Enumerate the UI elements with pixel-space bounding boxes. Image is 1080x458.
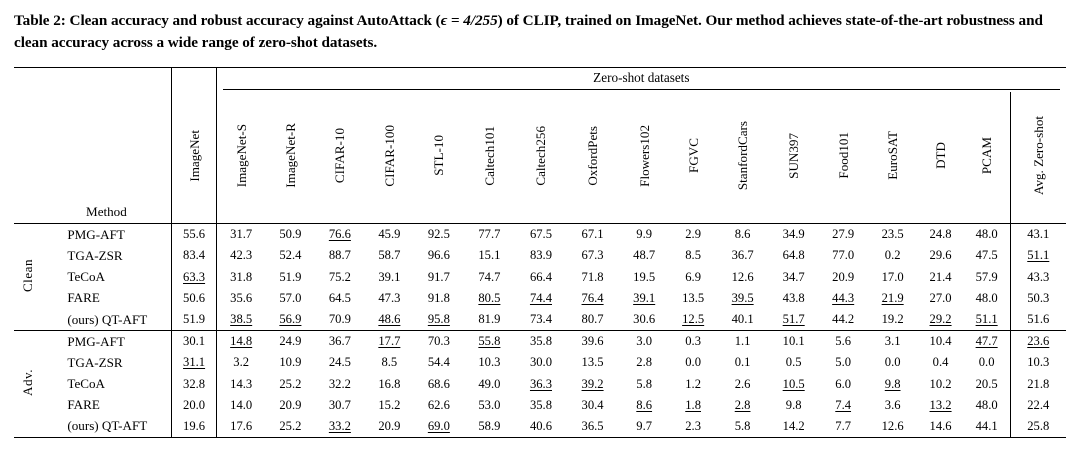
caption-prefix: Table 2: Clean accuracy and robust accuracy against AutoAttack ( [14,12,441,29]
data-cell: 20.0 [172,395,216,416]
data-cell: 0.0 [884,355,901,370]
data-cell: 8.6 [636,397,653,412]
data-cell: 0.3 [685,334,701,349]
block-label-adv: Adv. [19,368,35,396]
data-cell: 3.2 [233,355,250,370]
data-cell: 30.4 [581,397,604,412]
data-cell: 13.5 [581,355,604,370]
data-cell: 20.9 [279,397,302,412]
data-cell: 51.6 [1010,309,1066,331]
row-method-label: (ours) QT-AFT [67,418,148,434]
group-header-row [14,68,1066,92]
data-cell: 48.0 [975,227,998,242]
data-cell: 42.3 [230,248,253,263]
data-cell: 2.8 [734,397,751,412]
data-cell: 15.1 [478,248,501,263]
data-cell: 5.8 [734,418,751,433]
data-cell: 25.2 [279,376,302,391]
data-cell: 67.5 [529,227,552,242]
data-cell: 40.1 [731,312,754,326]
data-cell: 47.5 [975,248,998,263]
data-cell: 43.1 [1010,224,1066,245]
column-header-stanfordcars: StanfordCars [735,121,751,191]
data-cell: 2.9 [685,227,701,242]
data-cell: 80.5 [478,290,501,305]
table-row [14,331,1066,352]
data-cell: 3.0 [636,334,653,349]
data-cell: 32.8 [172,373,216,394]
data-cell: 53.0 [478,397,501,412]
data-cell: 56.9 [279,312,302,326]
data-cell: 1.8 [685,397,701,412]
data-cell: 21.4 [929,269,952,284]
caption-middle: ) of CLIP, trained on ImageNet. Our method achieves state-of-the-art robustness and clean accuracy across a wide range of zero-shot datasets. [14,12,1043,51]
column-header-imagenet: ImageNet [172,92,216,224]
data-cell: 39.5 [731,290,754,305]
data-cell: 14.2 [782,418,805,433]
data-cell: 50.9 [279,227,302,242]
data-cell: 27.9 [832,227,855,242]
column-header-fgvc: FGVC [685,138,701,174]
data-cell: 51.9 [279,269,302,284]
data-cell: 14.3 [230,376,253,391]
data-cell: 0.5 [785,355,802,370]
data-cell: 43.3 [1010,267,1066,288]
data-cell: 3.6 [884,397,901,412]
data-cell: 80.7 [581,312,604,326]
table-row [14,416,1066,438]
data-cell: 31.7 [230,227,253,242]
data-cell: 74.7 [478,269,501,284]
column-header-imagenet-r: ImageNet-R [282,123,298,189]
data-cell: 91.7 [427,269,450,284]
data-cell: 50.6 [172,288,216,309]
data-cell: 30.1 [172,331,216,352]
data-cell: 29.2 [929,312,952,326]
data-cell: 10.9 [279,355,302,370]
data-cell: 57.9 [975,269,998,284]
data-cell: 64.5 [328,290,351,305]
data-cell: 7.7 [835,418,852,433]
data-cell: 17.0 [881,269,904,284]
data-cell: 24.8 [929,227,952,242]
data-cell: 30.7 [328,397,351,412]
data-cell: 6.0 [835,376,852,391]
data-cell: 95.8 [427,312,450,326]
data-cell: 22.4 [1010,395,1066,416]
data-cell: 74.4 [529,290,552,305]
group-header-spacer [14,68,41,92]
data-cell: 39.1 [633,290,656,305]
data-cell: 24.5 [328,355,351,370]
data-cell: 31.8 [230,269,253,284]
data-cell: 33.2 [328,418,351,433]
data-cell: 71.8 [581,269,604,284]
column-header-imagenet-s: ImageNet-S [233,124,249,188]
table-row [14,267,1066,288]
column-header-dtd: DTD [933,142,948,170]
data-cell: 52.4 [279,248,302,263]
data-cell: 76.4 [581,290,604,305]
data-cell: 17.6 [230,418,253,433]
data-cell: 67.1 [581,227,604,242]
column-header-caltech256: Caltech256 [533,125,549,186]
data-cell: 10.4 [929,334,952,349]
data-cell: 29.6 [929,248,952,263]
data-cell: 21.9 [881,290,904,305]
data-cell: 9.9 [636,227,653,242]
data-cell: 44.1 [975,418,998,433]
data-cell: 19.6 [172,416,216,438]
column-header-oxfordpets: OxfordPets [585,125,601,186]
data-cell: 14.0 [230,397,253,412]
data-cell: 75.2 [328,269,351,284]
data-cell: 2.3 [685,418,701,433]
data-cell: 64.8 [782,248,805,263]
data-cell: 58.7 [378,248,401,263]
data-cell: 36.7 [328,334,351,349]
data-cell: 81.9 [478,312,501,326]
data-cell: 30.0 [529,355,552,370]
data-cell: 9.8 [884,376,901,391]
data-cell: 34.9 [782,227,805,242]
data-cell: 48.0 [975,397,998,412]
data-cell: 25.2 [279,418,302,433]
data-cell: 14.8 [230,334,253,349]
data-cell: 34.7 [782,269,805,284]
data-cell: 5.6 [835,334,852,349]
group-header-imagenet-spacer [172,68,216,92]
column-header-avg-zero-shot: Avg. Zero-shot [1010,92,1066,224]
column-header-row [14,92,1066,224]
data-cell: 23.5 [881,227,904,242]
data-cell: 39.6 [581,334,604,349]
table-row [14,352,1066,373]
data-cell: 35.8 [529,397,552,412]
data-cell: 67.3 [581,248,604,263]
data-cell: 58.9 [478,418,501,433]
data-cell: 16.8 [378,376,401,391]
data-cell: 5.8 [636,376,653,391]
data-cell: 66.4 [529,269,552,284]
data-cell: 13.5 [682,290,705,305]
data-cell: 47.3 [378,290,401,305]
data-cell: 19.2 [881,312,904,326]
table-row [14,395,1066,416]
data-cell: 7.4 [835,397,852,412]
data-cell: 96.6 [427,248,450,263]
data-cell: 10.3 [478,355,501,370]
data-cell: 10.3 [1010,352,1066,373]
data-cell: 62.6 [427,397,450,412]
data-cell: 20.9 [378,418,401,433]
column-header-eurosat: EuroSAT [885,131,901,181]
data-cell: 70.9 [328,312,351,326]
table-row [14,288,1066,309]
table-row [14,224,1066,245]
data-cell: 40.6 [529,418,552,433]
results-table [14,67,1066,438]
data-cell: 2.6 [734,376,751,391]
data-cell: 77.0 [832,248,855,263]
data-cell: 0.1 [734,355,751,370]
data-cell: 70.3 [427,334,450,349]
data-cell: 23.6 [1010,331,1066,352]
data-cell: 51.7 [782,312,805,326]
data-cell: 8.6 [734,227,751,242]
row-method-label: TeCoA [67,376,106,392]
column-header-cifar-100: CIFAR-100 [381,124,397,187]
data-cell: 47.7 [975,334,998,349]
data-cell: 76.6 [328,227,351,242]
column-header-caltech101: Caltech101 [481,125,497,186]
data-cell: 24.9 [279,334,302,349]
table-row [14,373,1066,394]
data-cell: 3.1 [884,334,901,349]
data-cell: 10.1 [782,334,805,349]
data-cell: 9.8 [785,397,802,412]
column-header-stl-10: STL-10 [431,135,447,177]
data-cell: 0.2 [884,248,901,263]
data-cell: 91.8 [427,290,450,305]
data-cell: 50.3 [1010,288,1066,309]
data-cell: 49.0 [478,376,501,391]
data-cell: 2.8 [636,355,653,370]
data-cell: 12.5 [682,312,705,326]
block-label-clean: Clean [19,258,35,292]
data-cell: 31.1 [172,352,216,373]
data-cell: 55.6 [172,224,216,245]
row-method-label: PMG-AFT [67,333,125,349]
column-header-cifar-10: CIFAR-10 [332,128,348,184]
data-cell: 51.9 [172,309,216,331]
data-cell: 35.8 [529,334,552,349]
data-cell: 39.1 [378,269,401,284]
data-cell: 14.6 [929,418,952,433]
data-cell: 55.8 [478,334,501,349]
data-cell: 8.5 [685,248,701,263]
data-cell: 45.9 [378,227,401,242]
table-caption [14,10,1066,53]
data-cell: 88.7 [328,248,351,263]
column-header-sun397: SUN397 [786,132,802,179]
data-cell: 92.5 [427,227,450,242]
data-cell: 48.7 [633,248,656,263]
data-cell: 6.9 [685,269,701,284]
data-cell: 5.0 [835,355,852,370]
row-method-label: (ours) QT-AFT [67,311,148,327]
column-header-block-spacer [14,92,41,224]
data-cell: 30.6 [633,312,656,326]
data-cell: 19.5 [633,269,656,284]
group-header-zeroshot: Zero-shot datasets [216,68,1066,92]
data-cell: 0.4 [932,355,949,370]
data-cell: 1.1 [734,334,751,349]
data-cell: 54.4 [427,355,450,370]
row-method-label: TGA-ZSR [67,354,123,370]
data-cell: 10.5 [782,376,805,391]
data-cell: 77.7 [478,227,501,242]
data-cell: 32.2 [328,376,351,391]
data-cell: 27.0 [929,290,952,305]
data-cell: 0.0 [685,355,701,370]
data-cell: 20.9 [832,269,855,284]
data-cell: 0.0 [978,355,995,370]
row-method-label: FARE [67,397,100,413]
data-cell: 21.8 [1010,373,1066,394]
data-cell: 44.3 [832,290,855,305]
data-cell: 36.3 [529,376,552,391]
data-cell: 8.5 [381,355,398,370]
data-cell: 17.7 [378,334,401,349]
data-cell: 51.1 [1010,245,1066,266]
data-cell: 10.2 [929,376,952,391]
data-cell: 36.7 [731,248,754,263]
data-cell: 69.0 [427,418,450,433]
column-header-pcam: PCAM [979,137,995,175]
caption-math: ϵ = 4/255 [440,12,498,29]
column-header-method: Method [86,204,127,220]
row-method-label: TeCoA [67,269,106,285]
data-cell: 68.6 [427,376,450,391]
group-header-method-spacer [41,68,172,92]
data-cell: 43.8 [782,290,805,305]
data-cell: 38.5 [230,312,253,326]
data-cell: 13.2 [929,397,952,412]
data-cell: 48.0 [975,290,998,305]
data-cell: 12.6 [881,418,904,433]
data-cell: 57.0 [279,290,302,305]
data-cell: 51.1 [975,312,998,326]
data-cell: 83.4 [172,245,216,266]
data-cell: 12.6 [731,269,754,284]
row-method-label: FARE [67,290,100,306]
data-cell: 15.2 [378,397,401,412]
data-cell: 83.9 [529,248,552,263]
data-cell: 25.8 [1010,416,1066,438]
data-cell: 9.7 [636,418,653,433]
data-cell: 36.5 [581,418,604,433]
table-row [14,309,1066,331]
data-cell: 63.3 [172,267,216,288]
row-method-label: PMG-AFT [67,226,125,242]
data-cell: 48.6 [378,312,401,326]
table-row [14,245,1066,266]
data-cell: 39.2 [581,376,604,391]
column-header-food101: Food101 [835,132,851,179]
column-header-flowers102: Flowers102 [636,124,652,187]
data-cell: 1.2 [685,376,701,391]
data-cell: 44.2 [832,312,855,326]
data-cell: 73.4 [529,312,552,326]
table-bottom-rule [14,438,1066,439]
data-cell: 20.5 [975,376,998,391]
row-method-label: TGA-ZSR [67,247,123,263]
data-cell: 35.6 [230,290,253,305]
